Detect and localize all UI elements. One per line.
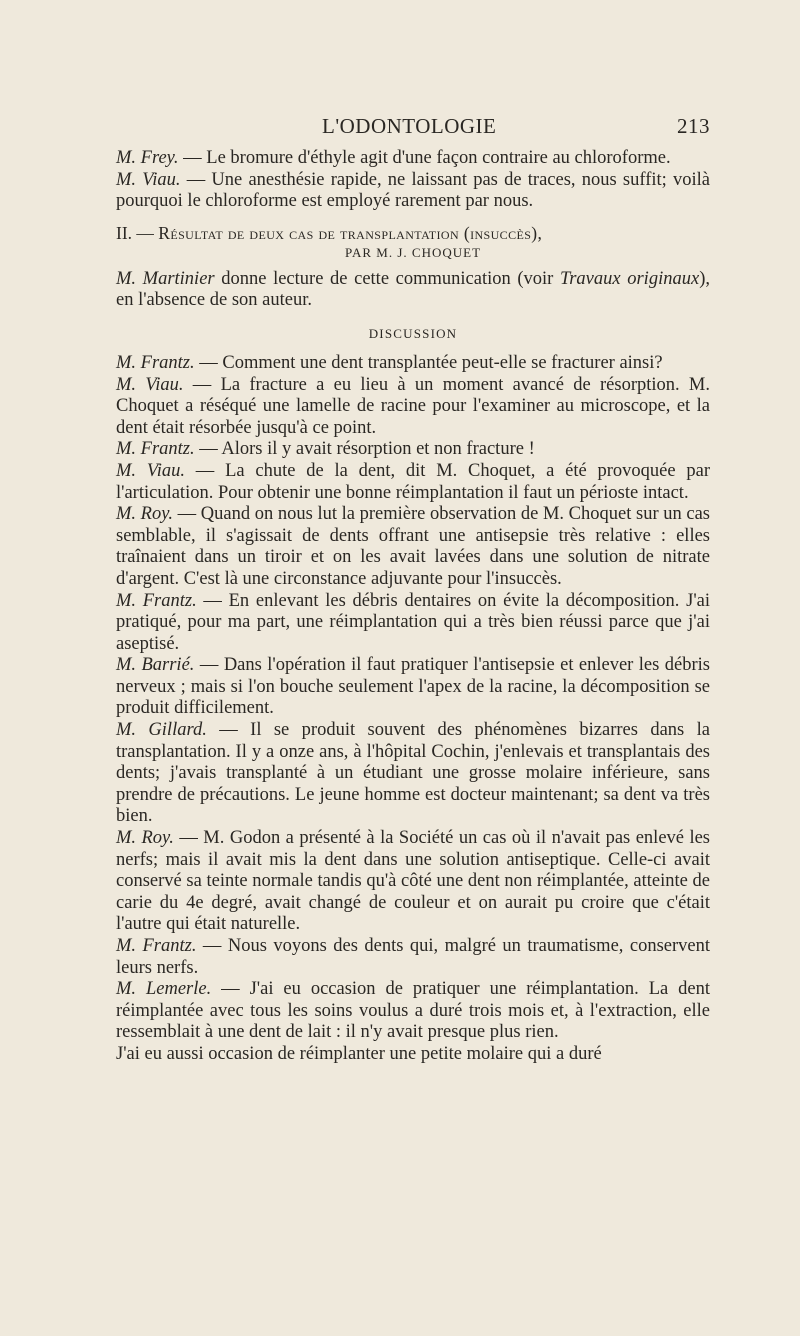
paragraph-text: ), en l'absence de son auteur. — [116, 268, 710, 311]
speaker-name: M. Frantz. — [116, 936, 197, 956]
paragraph-viau — [116, 170, 710, 213]
paragraph-text: — Dans l'opération il faut pratiquer l'antisepsie et enlever les débris nerveux ; mais si l'on bouche seulement l'apex de la racine, la décomposition se produit difficilement. — [116, 655, 710, 719]
paragraph-text: — Comment une dent transplantée peut-elle se fracturer ainsi? — [194, 352, 663, 373]
discussion-paragraph — [116, 936, 710, 979]
speaker-name: M. Frantz. — [116, 590, 197, 611]
paragraph-text: — Quand on nous lut la première observation de M. Choquet sur un cas semblable, il s'agissait de dents offrant une antisepsie très relative : elles traînaient dans un tiroir et on les avait lavées dans une solution de nitrate d'argent. C'est là une circonstance adjuvante pour l'insuccès. — [116, 504, 710, 589]
reference-title: Travaux originaux — [559, 268, 700, 289]
paragraph-text: — J'ai eu occasion de pratiquer une réimplantation. La dent réimplantée avec tous les soins voulus a duré trois mois et, à l'extraction, elle ressemblait à une dent de lait : il n'y avait presque plus rien. — [116, 979, 710, 1043]
paragraph-text: — La chute de la dent, dit M. Choquet, a été provoquée par l'articulation. Pour obtenir une bonne réimplantation il faut un périoste intact. — [116, 460, 710, 503]
text-block — [116, 114, 710, 1066]
paragraph-text: — Nous voyons des dents qui, malgré un traumatisme, conservent leurs nerfs. — [116, 936, 710, 978]
speaker-name: M. Frantz. — [116, 439, 195, 460]
paragraph-text: — En enlevant les débris dentaires on évite la décomposition. J'ai pratiqué, pour ma part, une réimplantation qui a très bien réussi parce que j'ai aseptisé. — [116, 590, 711, 654]
discussion-paragraph — [116, 655, 710, 720]
section-byline: PAR M. J. CHOQUET — [344, 244, 482, 260]
section-dash: — — [132, 222, 159, 243]
paragraph-text: donne lecture de cette communication (voir — [214, 268, 560, 289]
discussion-paragraph — [116, 591, 710, 656]
section-title: Résultat de deux cas de transplantation (insuccès), — [158, 222, 543, 243]
discussion-paragraph — [116, 720, 710, 828]
speaker-name: M. Viau. — [116, 460, 186, 481]
discussion-paragraph — [116, 979, 710, 1044]
paragraph-text: — Alors il y avait résorption et non fracture ! — [194, 439, 535, 460]
discussion-paragraph — [116, 504, 710, 590]
speaker-name: M. Martinier — [116, 268, 215, 289]
speaker-name: M. Viau. — [116, 169, 181, 190]
speaker-name: M. Viau. — [116, 374, 184, 395]
speaker-name: M. Barrié. — [116, 655, 195, 676]
section-number: II. — [116, 222, 133, 243]
page-number: 213 — [677, 114, 710, 138]
speaker-name: M. Roy. — [116, 828, 174, 849]
speaker-name: M. Lemerle. — [116, 979, 212, 1000]
speaker-name: M. Frantz. — [116, 352, 195, 373]
journal-title: L'ODONTOLOGIE — [322, 114, 497, 138]
speaker-name: M. Gillard. — [116, 720, 207, 741]
discussion-heading: DISCUSSION — [368, 325, 458, 341]
paragraph-text: — M. Godon a présenté à la Société un cas où il n'avait pas enlevé les nerfs; mais il avait mis la dent dans une solution antiseptique. Celle-ci avait conservé sa teinte normale tandis qu'à côté une dent non réimplantée, atteinte de carie du 4e degré, avait changé de couleur et on aurait pu croire que c'était l'autre qui était naturelle. — [116, 828, 711, 935]
paragraph-text: — La fracture a eu lieu à un moment avancé de résorption. M. Choquet a réséqué une lamelle de racine pour l'examiner au microscope, et la dent était résorbée jusqu'à ce point. — [116, 374, 710, 438]
speaker-name: M. Roy. — [116, 504, 174, 525]
speaker-name: M. Frey. — [116, 148, 179, 168]
paragraph-text: — Il se produit souvent des phénomènes bizarres dans la transplantation. Il y a onze ans, à l'hôpital Cochin, j'enlevais et transplantais des dents; j'avais transplanté à un étudiant une grosse molaire inférieure, sans prendre de précautions. Le jeune homme est docteur maintenant; sa dent va très bien. — [116, 720, 710, 827]
running-head — [116, 114, 710, 148]
discussion-paragraph — [116, 353, 710, 375]
paragraph-text: — Une anesthésie rapide, ne laissant pas de traces, nous suffit; voilà pourquoi le chloroforme est employé rarement par nous. — [116, 169, 711, 212]
discussion-paragraph — [116, 439, 710, 461]
discussion-paragraph — [116, 828, 710, 936]
discussion-paragraph — [116, 1044, 710, 1066]
paragraph-frey — [116, 148, 710, 170]
paragraph-martinier — [116, 269, 710, 312]
paragraph-text: J'ai eu aussi occasion de réimplanter une petite molaire qui a duré — [116, 1043, 602, 1064]
discussion-paragraph — [116, 375, 710, 440]
paragraph-text: — Le bromure d'éthyle agit d'une façon contraire au chloroforme. — [178, 148, 671, 168]
discussion-paragraph — [116, 461, 710, 504]
section-heading — [116, 223, 710, 244]
